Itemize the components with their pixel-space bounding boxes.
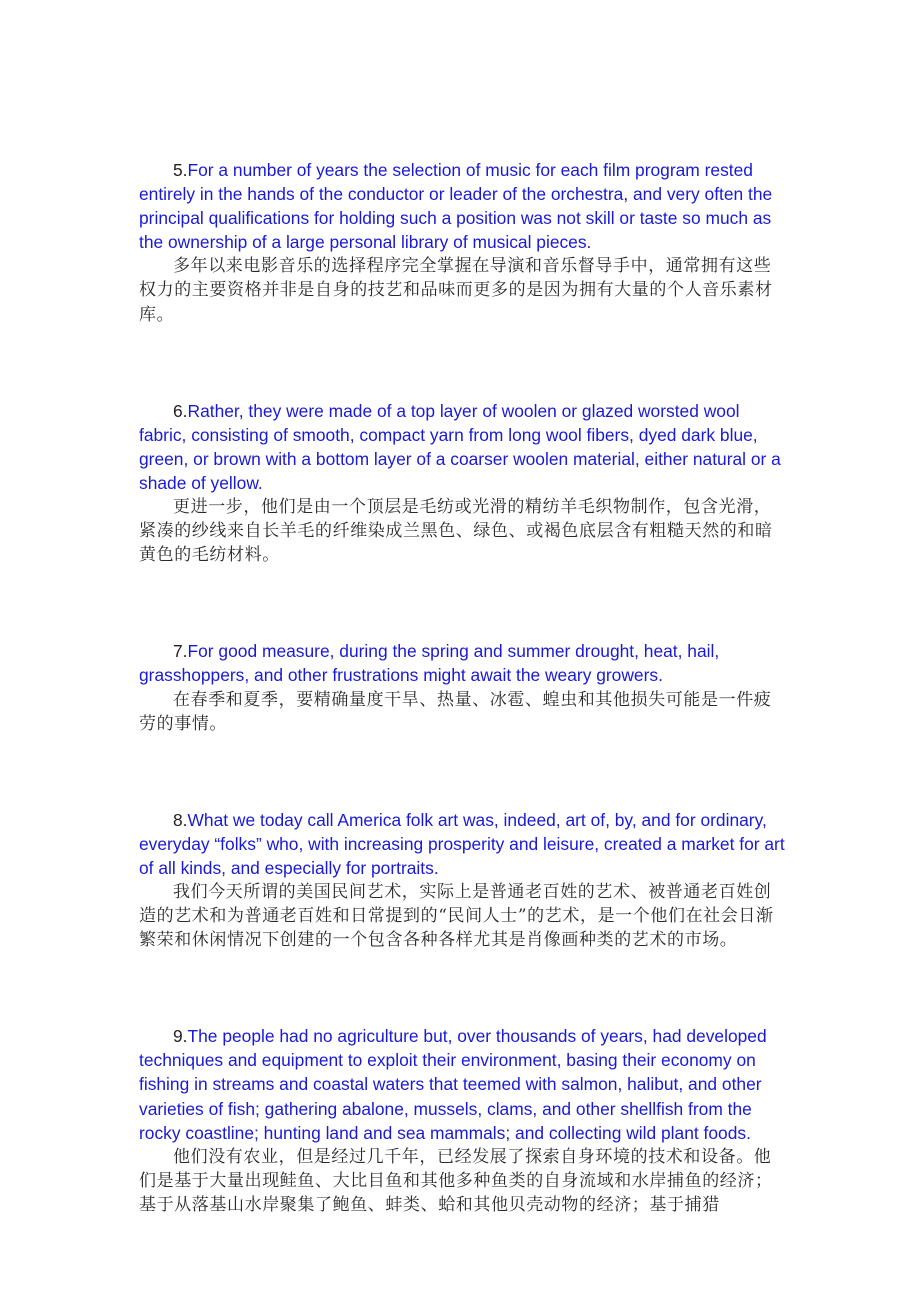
- english-text: For a number of years the selection of music for each film program rested entirely in the hands of the conductor or leader of the orchestra, and very often the principal qualifications for holding such a position was not skill or taste so much as the ownership of a large personal library of musical pieces.: [139, 160, 773, 253]
- chinese-translation: 更进一步，他们是由一个顶层是毛纺或光滑的精纺羊毛织物制作，包含光滑，紧凑的纱线来自长羊毛的纤维染成兰黑色、绿色、或褐色底层含有粗糙天然的和暗黄色的毛纺材料。: [139, 497, 773, 566]
- chinese-translation: 在春季和夏季，要精确量度干旱、热量、冰雹、蝗虫和其他损失可能是一件疲劳的事情。: [139, 689, 772, 734]
- english-sentence: [139, 399, 785, 495]
- chinese-translation: 多年以来电影音乐的选择程序完全掌握在导演和音乐督导手中，通常拥有这些权力的主要资格并非是自身的技艺和品味而更多的是因为拥有大量的个人音乐素材库。: [139, 256, 773, 325]
- sentence-item-9: [139, 1024, 785, 1217]
- english-text: For good measure, during the spring and summer drought, heat, hail, grasshoppers, and other frustrations might await the weary growers.: [139, 641, 720, 686]
- item-number: 8.: [173, 809, 188, 830]
- paragraph-gap: [139, 567, 785, 639]
- english-text: The people had no agriculture but, over thousands of years, had developed techniques and equipment to exploit their environment, basing their economy on fishing in streams and coastal waters that teemed with salmon, halibut, and other varieties of fish; gathering abalone, mussels, clams, and other shellfish from the rocky coastline; hunting land and sea mammals; and collecting wild plant foods.: [139, 1026, 767, 1143]
- english-text: What we today call America folk art was, indeed, art of, by, and for ordinary, everyday “folks” who, with increasing prosperity and leisure, created a market for art of all kinds, and especially for portraits.: [139, 809, 785, 878]
- english-sentence: [139, 808, 785, 880]
- chinese-translation: 他们没有农业，但是经过几千年，已经发展了探索自身环境的技术和设备。他们是基于大量出现鲑鱼、大比目鱼和其他多种鱼类的自身流域和水岸捕鱼的经济；基于从落基山水岸聚集了鲍鱼、蚌类、蛤和其他贝壳动物的经济；基于捕猎: [139, 1146, 773, 1215]
- paragraph-gap: [139, 952, 785, 1024]
- english-sentence: [139, 639, 785, 687]
- item-number: 9.: [173, 1026, 188, 1047]
- item-number: 5.: [173, 160, 188, 180]
- paragraph-gap: [139, 327, 785, 399]
- item-number: 7.: [173, 641, 188, 662]
- chinese-translation: 我们今天所谓的美国民间艺术，实际上是普通老百姓的艺术、被普通老百姓创造的艺术和为普通老百姓和日常提到的“民间人士”的艺术，是一个他们在社会日渐繁荣和休闲情况下创建的一个包含各种各样尤其是肖像画种类的艺术的市场。: [139, 881, 774, 951]
- paragraph-gap: [139, 736, 785, 808]
- english-sentence: [139, 1024, 785, 1144]
- sentence-item-5: [139, 158, 785, 327]
- english-text: Rather, they were made of a top layer of woolen or glazed worsted wool fabric, consisting of smooth, compact yarn from long wool fibers, dyed dark blue, green, or brown with a bottom layer of a coarser woolen material, either natural or a shade of yellow.: [139, 400, 781, 493]
- item-number: 6.: [173, 400, 188, 421]
- sentence-item-6: [139, 399, 785, 568]
- document-page: [139, 158, 785, 1217]
- english-sentence: [139, 158, 785, 254]
- sentence-item-7: [139, 639, 785, 735]
- sentence-item-8: [139, 808, 785, 953]
